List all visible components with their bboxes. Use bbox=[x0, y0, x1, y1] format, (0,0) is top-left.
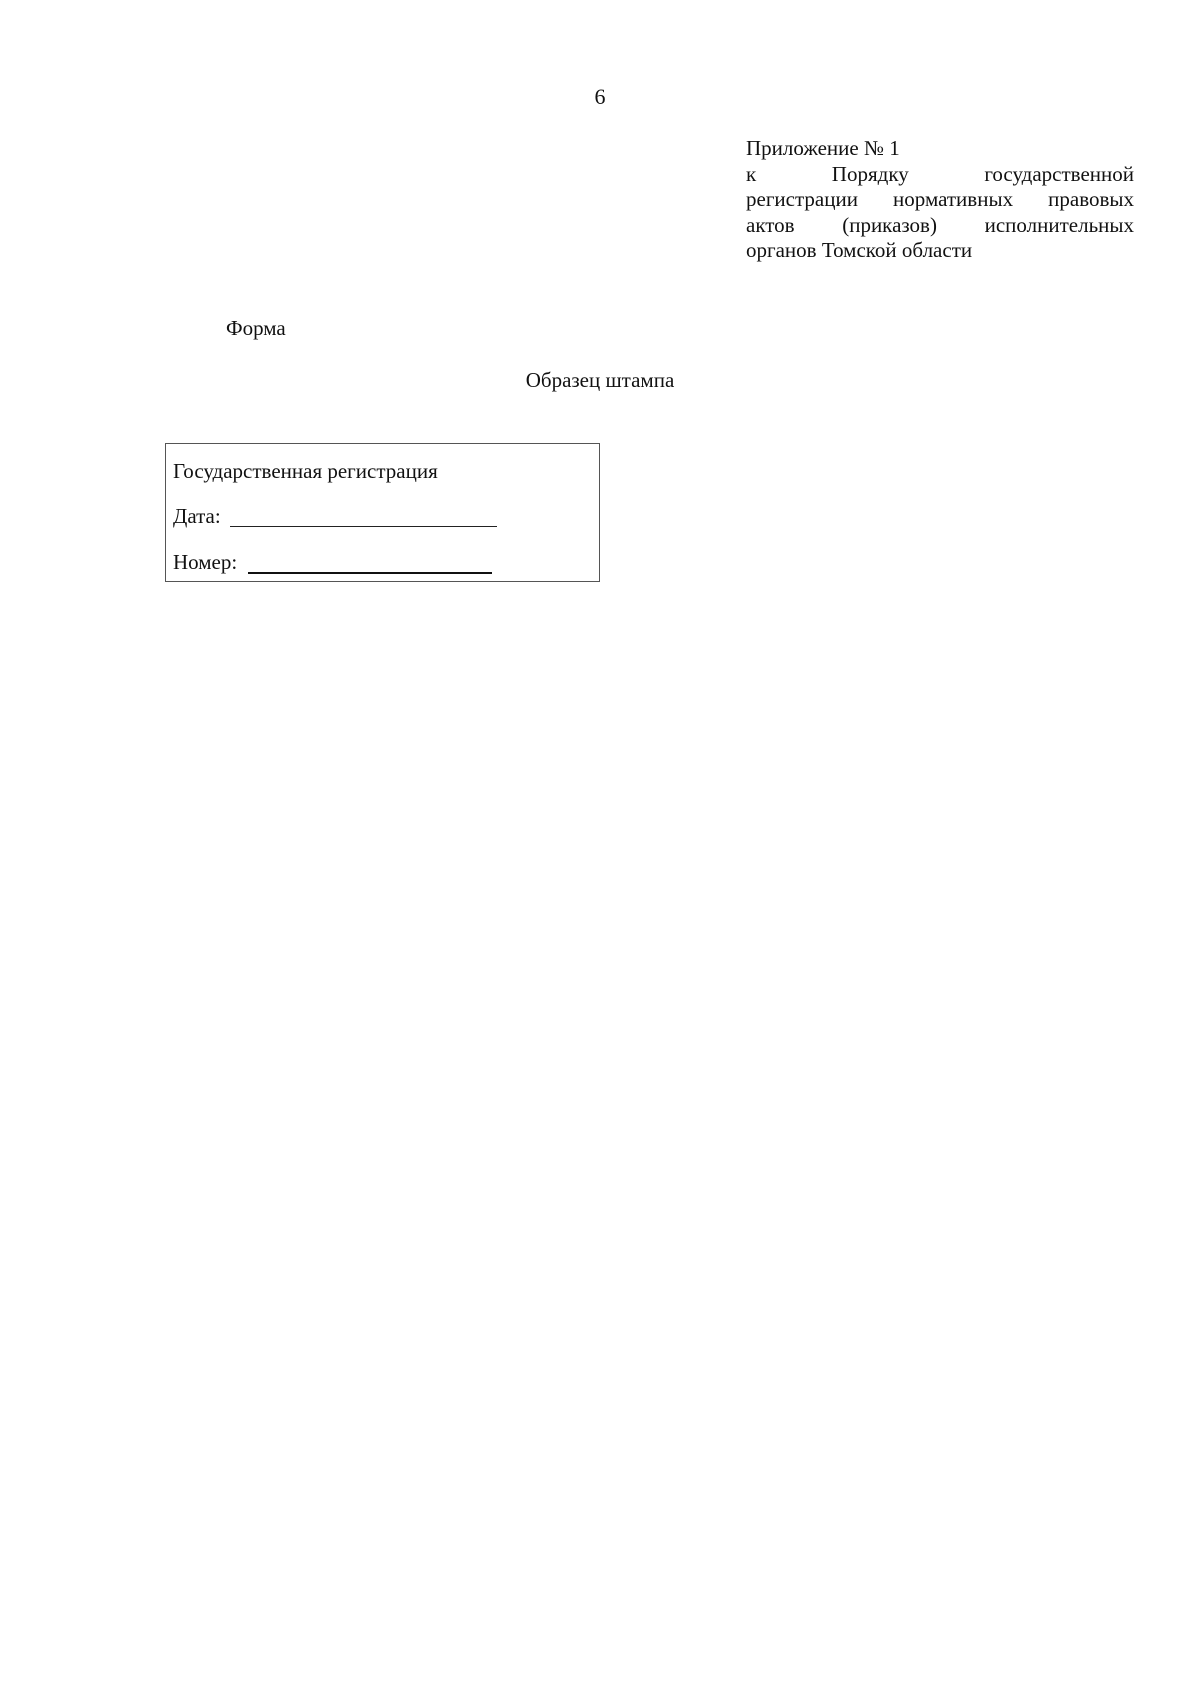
appendix-line: органов Томской области bbox=[746, 238, 973, 262]
stamp-date-blank-line bbox=[230, 526, 497, 527]
appendix-line: актов (приказов) исполнительных bbox=[746, 212, 1134, 237]
appendix-header bbox=[746, 136, 1134, 264]
stamp-number-blank-line bbox=[248, 572, 492, 574]
page-number: 6 bbox=[594, 84, 606, 109]
stamp-caption: Образец штампа bbox=[525, 368, 675, 392]
stamp-number-label: Номер: bbox=[173, 550, 238, 574]
form-label: Форма bbox=[226, 316, 286, 340]
appendix-title: Приложение № 1 bbox=[746, 136, 900, 160]
stamp-date-row bbox=[173, 503, 221, 529]
stamp-number-row bbox=[173, 549, 237, 575]
stamp-date-label: Дата: bbox=[173, 504, 221, 528]
appendix-line: к Порядку государственной bbox=[746, 161, 1134, 186]
appendix-line: регистрации нормативных правовых bbox=[746, 187, 1134, 211]
stamp-title: Государственная регистрация bbox=[173, 459, 438, 483]
registration-stamp bbox=[165, 443, 600, 582]
